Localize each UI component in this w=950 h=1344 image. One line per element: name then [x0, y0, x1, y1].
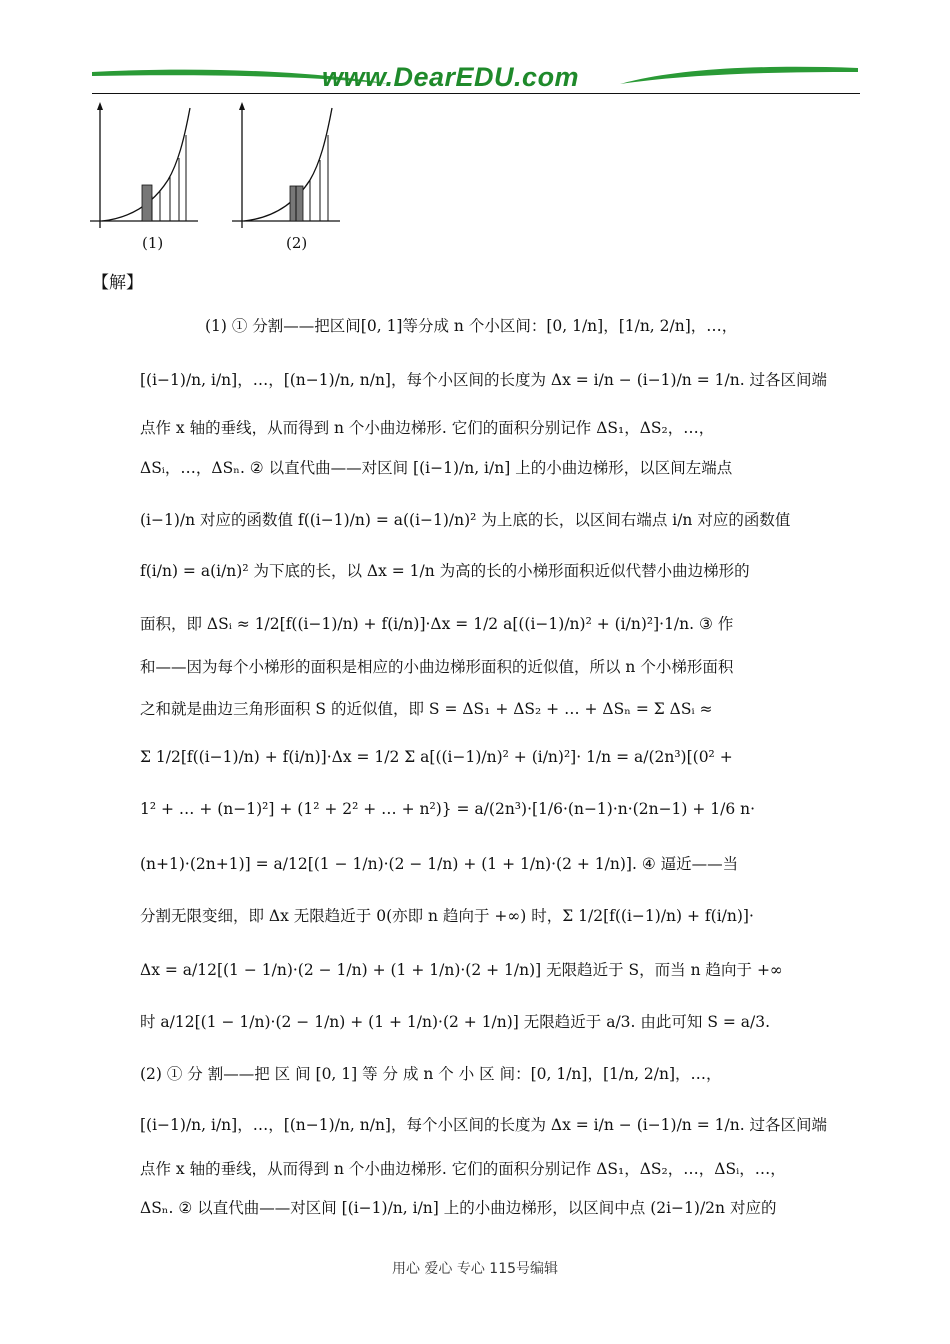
- page-footer: 用心 爱心 专心 115号编辑: [391, 1261, 559, 1277]
- solution-label: 【解】: [92, 273, 143, 293]
- text-line-7: 面积，即 ΔSᵢ ≈ 1/2[f((i−1)/n) + f(i/n)]·Δx = 1/2 a[((i−1)/n)² + (i/n)²]·1/n. ③ 作: [140, 615, 734, 633]
- text-line-13: 分割无限变细，即 Δx 无限趋近于 0(亦即 n 趋向于 +∞) 时，Σ 1/2[f((i−1)/n) + f(i/n)]·: [140, 907, 754, 925]
- figure-1-caption: (1): [142, 234, 164, 252]
- text-line-12: (n+1)·(2n+1)] = a/12[(1 − 1/n)·(2 − 1/n) + (1 + 1/n)·(2 + 1/n)]. ④ 逼近——当: [140, 855, 739, 873]
- figure-1-graph: [90, 100, 200, 230]
- text-line-5: (i−1)/n 对应的函数值 f((i−1)/n) = a((i−1)/n)² 为上底的长，以区间右端点 i/n 对应的函数值: [140, 511, 791, 529]
- text-line-10: Σ 1/2[f((i−1)/n) + f(i/n)]·Δx = 1/2 Σ a[((i−1)/n)² + (i/n)²]· 1/n = a/(2n³)[(0² +: [140, 748, 733, 766]
- text-line-16: (2) ① 分 割——把 区 间 [0, 1] 等 分 成 n 个 小 区 间：[0, 1/n]，[1/n, 2/n]，…，: [140, 1065, 722, 1083]
- text-line-15: 时 a/12[(1 − 1/n)·(2 − 1/n) + (1 + 1/n)·(2 + 1/n)] 无限趋近于 a/3. 由此可知 S = a/3.: [140, 1013, 771, 1031]
- text-line-6: f(i/n) = a(i/n)² 为下底的长，以 Δx = 1/n 为高的长的小梯形面积近似代替小曲边梯形的: [140, 562, 750, 580]
- site-title: www.DearEDU.com: [322, 62, 580, 92]
- text-line-14: Δx = a/12[(1 − 1/n)·(2 − 1/n) + (1 + 1/n)·(2 + 1/n)] 无限趋近于 S，而当 n 趋向于 +∞: [140, 961, 783, 979]
- figure-2-graph: [232, 100, 342, 230]
- text-line-19: ΔSₙ. ② 以直代曲——对区间 [(i−1)/n, i/n] 上的小曲边梯形，以区间中点 (2i−1)/2n 对应的: [140, 1199, 777, 1217]
- text-line-4: ΔSᵢ，…，ΔSₙ. ② 以直代曲——对区间 [(i−1)/n, i/n] 上的小曲边梯形，以区间左端点: [140, 459, 733, 477]
- text-line-11: 1² + … + (n−1)²] + (1² + 2² + … + n²)} = a/(2n³)·[1/6·(n−1)·n·(2n−1) + 1/6 n·: [140, 800, 756, 818]
- text-line-3: 点作 x 轴的垂线，从而得到 n 个小曲边梯形. 它们的面积分别记作 ΔS₁，ΔS₂，…，: [140, 419, 715, 437]
- text-line-1: (1) ① 分割——把区间[0, 1]等分成 n 个小区间：[0, 1/n]，[1/n, 2/n]，…，: [205, 317, 738, 335]
- text-line-9: 之和就是曲边三角形面积 S 的近似值，即 S = ΔS₁ + ΔS₂ + … + ΔSₙ = Σ ΔSᵢ ≈: [140, 700, 713, 718]
- text-line-8: 和——因为每个小梯形的面积是相应的小曲边梯形面积的近似值，所以 n 个小梯形面积: [140, 658, 734, 676]
- text-line-18: 点作 x 轴的垂线，从而得到 n 个小曲边梯形. 它们的面积分别记作 ΔS₁，ΔS₂，…，ΔSᵢ，…，: [140, 1160, 786, 1178]
- text-line-2: [(i−1)/n, i/n]，…，[(n−1)/n, n/n]，每个小区间的长度为 Δx = i/n − (i−1)/n = 1/n. 过各区间端: [140, 371, 828, 389]
- header-divider: [92, 93, 860, 94]
- text-line-17: [(i−1)/n, i/n]，…，[(n−1)/n, n/n]，每个小区间的长度为 Δx = i/n − (i−1)/n = 1/n. 过各区间端: [140, 1116, 828, 1134]
- figure-2-caption: (2): [286, 234, 308, 252]
